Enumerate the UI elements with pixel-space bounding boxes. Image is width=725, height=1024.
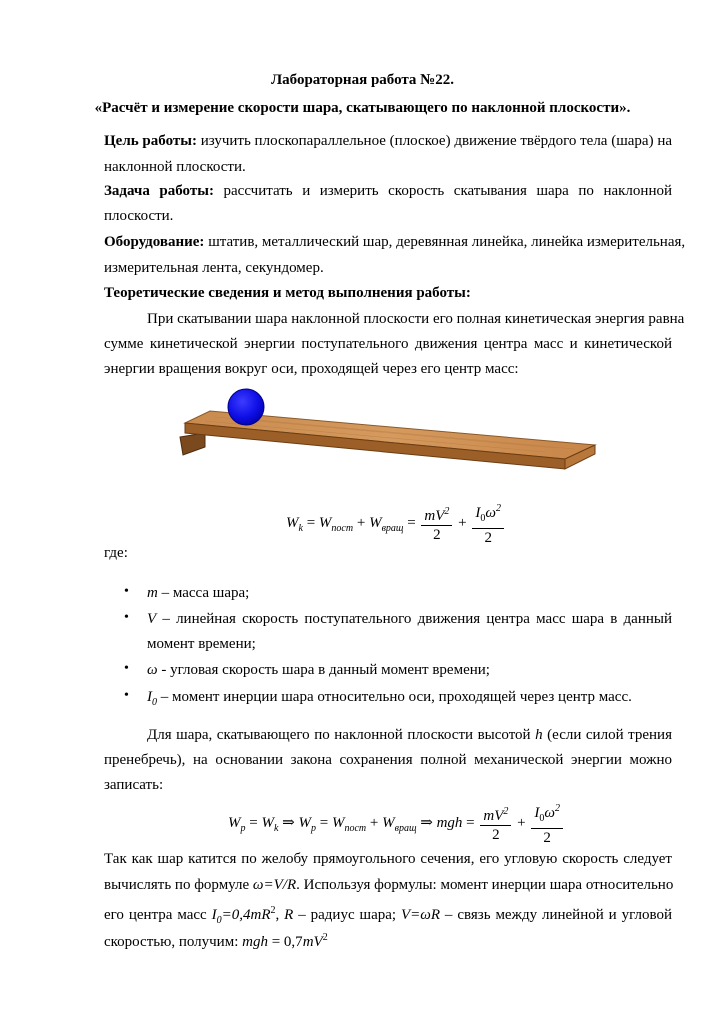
f2-d: W [331, 814, 345, 831]
f1-frac2-sup: 2 [495, 503, 501, 514]
f2-eq3: = [466, 814, 475, 831]
equipment-label: Оборудование: [104, 234, 205, 250]
ball [228, 389, 264, 425]
f2-a: W [228, 814, 241, 831]
goal-line-1 [104, 128, 672, 154]
p2-line-1 [147, 722, 672, 748]
f2-b-sub: k [273, 822, 279, 834]
p3-line-2 [104, 872, 672, 898]
f2-arrow1: ⇒ [282, 814, 295, 831]
bullet-mass [147, 580, 672, 606]
f2-frac2-sup: 2 [554, 803, 560, 814]
p3-line3-d: – связь между линейной и угловой [440, 907, 672, 923]
f2-e-sub: вращ [394, 822, 417, 834]
bullet-mass-symbol: m [147, 585, 158, 601]
f1-eq1: = [306, 514, 316, 531]
p3-line3-c: – радиус шара; [293, 907, 401, 923]
f1-lhs: W [286, 514, 299, 531]
equipment-text: штатив, металлический шар, деревянная линейка, линейка измерительная, [208, 234, 686, 250]
f1-plus2: + [458, 514, 467, 531]
f1-t1-sub: пост [331, 522, 354, 534]
f2-e: W [382, 814, 395, 831]
p3-result-mgh: mgh [242, 934, 268, 950]
theory-p1-line-2: сумме кинетической энергии поступательного движения центра масс и кинетической [104, 336, 672, 352]
theory-p1-line-3: энергии вращения вокруг оси, проходящей через его центр масс: [104, 361, 519, 377]
p2-line-2: пренебречь), на основании закона сохранения полной механической энергии можно [104, 752, 672, 768]
theory-p1-line-1: При скатывании шара наклонной плоскости его полная кинетическая энергия равна [147, 311, 685, 327]
bullet-velocity-cont: момент времени; [147, 636, 256, 652]
task-text: рассчитать и измерить скорость скатывания шара по наклонной [223, 183, 673, 199]
f1-frac2-omega: ω [485, 505, 496, 521]
bullet-velocity-text: – линейная скорость поступательного движения центра масс шара в данный [156, 611, 672, 627]
p3-omega-formula: ω=V/R [252, 877, 297, 893]
f2-eq2: = [319, 814, 329, 831]
bullet-inertia [147, 684, 672, 716]
page-title: Лабораторная работа №22. [270, 72, 455, 88]
where-label: где: [104, 545, 128, 561]
f2-frac2-sub: 0 [539, 813, 545, 824]
support-leg [180, 433, 205, 455]
f1-frac2-i: I [475, 505, 481, 521]
f2-c: W [298, 814, 311, 831]
formula-energy-conservation [228, 800, 565, 847]
equipment-line-2: измерительная лента, секундомер. [104, 260, 324, 276]
inclined-plane-illustration [175, 385, 600, 490]
f1-frac1-sup: 2 [444, 506, 450, 517]
p3-inertia-sub: 0 [216, 915, 222, 926]
bullet-angular-symbol: ω [147, 662, 158, 678]
goal-text: изучить плоскопараллельное (плоское) движение твёрдого тела (шара) на [200, 133, 673, 149]
f2-frac2-den: 2 [543, 830, 551, 846]
bullet-dot: • [124, 610, 129, 625]
bullet-dot: • [124, 584, 129, 599]
f2-mgh: mgh [436, 814, 463, 831]
bullet-dot: • [124, 661, 129, 676]
bullet-velocity [147, 606, 672, 632]
f1-fraction-translational [421, 503, 452, 544]
p3-line2-b: . Используя формулы: момент инерции шара относительно [296, 877, 674, 893]
p3-radius: R [284, 907, 294, 923]
f1-lhs-sub: k [298, 522, 303, 534]
bullet-inertia-symbol: I [147, 689, 152, 705]
p2-line1-a: Для шара, скатывающего по наклонной плоскости высотой [147, 727, 536, 743]
page-subtitle: «Расчёт и измерение скорости шара, скатывающего по наклонной плоскости». [94, 100, 631, 116]
bullet-inertia-text: – момент инерции шара относительно оси, проходящей через центр масс. [157, 689, 632, 705]
f1-frac1-den: 2 [433, 527, 441, 543]
equipment-line-1 [104, 229, 686, 255]
p3-inertia-i: I [211, 907, 217, 923]
f1-frac2-sub: 0 [480, 513, 486, 524]
f2-frac2-i: I [534, 805, 540, 821]
p3-result-eq: = 0,7 [267, 934, 303, 950]
f2-d-sub: пост [344, 822, 367, 834]
bullet-dot: • [124, 688, 129, 703]
f2-eq1: = [249, 814, 258, 831]
f1-eq2: = [407, 514, 416, 531]
p3-inertia-formula: =0,4mR [221, 907, 271, 923]
task-label: Задача работы: [104, 183, 214, 199]
f1-t1: W [318, 514, 332, 531]
f1-plus1: + [356, 514, 366, 531]
bullet-mass-text: – масса шара; [157, 585, 250, 601]
f2-plus: + [369, 814, 379, 831]
f2-arrow2: ⇒ [420, 814, 433, 831]
bullet-inertia-sub: 0 [152, 697, 157, 708]
f1-frac2-den: 2 [484, 530, 492, 546]
p3-line3-a: его центра масс [104, 907, 212, 923]
f2-frac1-sup: 2 [503, 806, 509, 817]
bullet-velocity-symbol: V [147, 611, 157, 627]
p3-line-1: Так как шар катится по желобу прямоугольного сечения, его угловую скорость следует [104, 851, 672, 867]
f2-plus2: + [517, 814, 526, 831]
goal-line-2: наклонной плоскости. [104, 159, 246, 175]
f2-fraction-translational [480, 803, 511, 844]
bullet-angular [147, 657, 672, 683]
p3-result-sup: 2 [322, 932, 328, 943]
p2-h: h [535, 727, 543, 743]
f2-b: W [261, 814, 274, 831]
p3-inertia-sup: 2 [270, 905, 276, 916]
f2-a-sub: p [240, 822, 246, 834]
f1-t2: W [369, 514, 382, 531]
goal-label: Цель работы: [104, 133, 197, 149]
p2-line-3: записать: [104, 777, 164, 793]
f2-c-sub: p [311, 822, 316, 834]
task-line-2: плоскости. [104, 208, 174, 224]
f2-frac1-den: 2 [492, 827, 500, 843]
f1-frac1-num: mV [424, 508, 445, 524]
theory-heading: Теоретические сведения и метод выполнения работы: [104, 285, 471, 301]
p2-line1-b: (если силой трения [542, 727, 672, 743]
f2-frac2-omega: ω [544, 805, 555, 821]
bullet-angular-text: - угловая скорость шара в данный момент времени; [157, 662, 490, 678]
p3-velocity-formula: V=ωR [400, 907, 441, 923]
f2-fraction-rotational [531, 800, 563, 847]
p3-line-4 [104, 925, 672, 955]
f2-frac1-num: mV [483, 808, 504, 824]
p3-line4-a: скоростью, получим: [104, 934, 243, 950]
p3-result-mv: mV [302, 934, 323, 950]
task-line-1 [104, 178, 672, 204]
p3-line2-a: вычислять по формуле [104, 877, 253, 893]
f1-t2-sub: вращ [381, 522, 404, 534]
p3-line3-b: , [275, 907, 285, 923]
